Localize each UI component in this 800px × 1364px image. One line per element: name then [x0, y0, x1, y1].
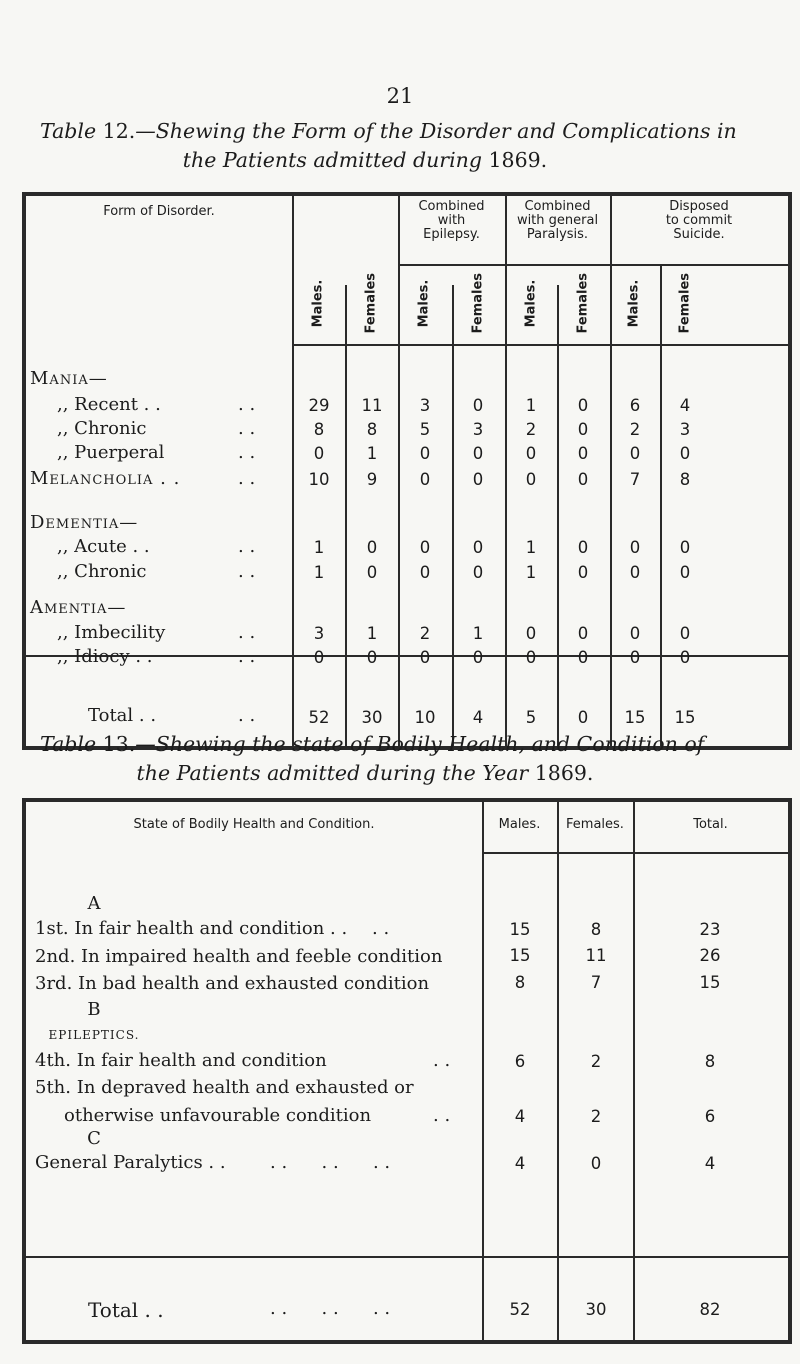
- header-females-4: Females: [677, 273, 693, 334]
- table-cell: 0: [577, 624, 589, 643]
- table-cell: 0: [472, 563, 484, 582]
- total-label: Total . .: [88, 705, 157, 726]
- header-state: State of Bodily Health and Condition.: [133, 817, 375, 832]
- table-cell: 0: [525, 648, 537, 667]
- row-dots: . .: [238, 442, 256, 463]
- table-cell: 2: [629, 420, 641, 439]
- row-2-label: 2nd. In impaired health and feeble condition: [35, 946, 443, 967]
- table-cell: 0: [525, 624, 537, 643]
- row-4-label: 4th. In fair health and condition: [35, 1050, 327, 1071]
- table-cell: 0: [419, 444, 431, 463]
- total-cell: 5: [525, 708, 537, 727]
- table-cell: 6: [514, 1052, 526, 1071]
- table-cell: 8: [366, 420, 378, 439]
- table-cell: 2: [590, 1107, 602, 1126]
- row-label: ,, Chronic: [57, 418, 147, 439]
- table-cell: 0: [577, 648, 589, 667]
- header-suicide-line1: Disposed: [669, 199, 729, 214]
- table-cell: 15: [509, 946, 531, 965]
- row-3-label: 3rd. In bad health and exhausted condition: [35, 973, 430, 994]
- row-dots: . .: [238, 622, 256, 643]
- table-cell: 6: [629, 396, 641, 415]
- row-6-dots: . . . . . .: [270, 1152, 391, 1173]
- table-cell: 11: [585, 946, 607, 965]
- table-cell: 29: [308, 396, 330, 415]
- row-5-label-line2: otherwise unfavourable condition: [64, 1105, 372, 1126]
- header-females-3: Females: [575, 273, 591, 334]
- table-cell: 8: [590, 920, 602, 939]
- header-epilepsy-line3: Epilepsy.: [423, 227, 480, 242]
- total-cell: 30: [585, 1300, 607, 1319]
- title-year: 1869.: [488, 148, 548, 172]
- header-suicide-line2: to commit: [665, 213, 733, 228]
- row-label: ,, Acute . .: [57, 536, 150, 557]
- row-dots: . .: [238, 561, 256, 582]
- row-dots: . .: [238, 468, 256, 489]
- table-cell: 1: [472, 624, 484, 643]
- table-cell: 15: [509, 920, 531, 939]
- section-a: A: [87, 893, 101, 914]
- row-6-label: General Paralytics . .: [35, 1152, 226, 1173]
- table-cell: 0: [525, 444, 537, 463]
- section-b: B: [87, 999, 101, 1020]
- title-year: 1869.: [534, 761, 594, 785]
- table-cell: 0: [577, 470, 589, 489]
- total-cell: 82: [699, 1300, 721, 1319]
- table-cell: 1: [525, 563, 537, 582]
- table-cell: 1: [313, 538, 325, 557]
- table-cell: 4: [679, 396, 691, 415]
- header-males: Males.: [498, 817, 541, 832]
- table-cell: 0: [472, 396, 484, 415]
- total-dots: . .: [238, 705, 256, 726]
- header-males-3: Males.: [523, 279, 539, 328]
- table-cell: 0: [679, 538, 691, 557]
- total-cell: 52: [509, 1300, 531, 1319]
- header-form: Form of Disorder.: [103, 204, 215, 219]
- row-label: ,, Imbecility: [57, 622, 166, 643]
- table-cell: 8: [514, 973, 526, 992]
- title-prefix: Table: [40, 119, 97, 143]
- table-cell: 7: [590, 973, 602, 992]
- table-cell: 26: [699, 946, 721, 965]
- table-cell: 0: [577, 563, 589, 582]
- table-cell: 0: [679, 444, 691, 463]
- row-dots: . .: [238, 418, 256, 439]
- header-females-2: Females: [470, 273, 486, 334]
- table-cell: 15: [699, 973, 721, 992]
- table-cell: 0: [577, 538, 589, 557]
- section-b-subheading: EPILEPTICS.: [48, 1028, 140, 1042]
- table-cell: 0: [366, 563, 378, 582]
- table-cell: 0: [366, 538, 378, 557]
- table-cell: 0: [472, 470, 484, 489]
- row-4-dots: . .: [433, 1050, 451, 1071]
- table-cell: 7: [629, 470, 641, 489]
- table-cell: 0: [629, 648, 641, 667]
- section-c: C: [87, 1128, 101, 1149]
- table-cell: 8: [679, 470, 691, 489]
- table-cell: 0: [419, 470, 431, 489]
- row-label: ,, Puerperal: [57, 442, 165, 463]
- table-cell: 0: [419, 648, 431, 667]
- header-females-1: Females: [363, 273, 379, 334]
- total-cell: 10: [414, 708, 436, 727]
- table-cell: 3: [313, 624, 325, 643]
- header-females: Females.: [566, 817, 624, 832]
- table-cell: 4: [704, 1154, 716, 1173]
- table-cell: 0: [419, 538, 431, 557]
- table-cell: 1: [525, 538, 537, 557]
- table-cell: 0: [590, 1154, 602, 1173]
- title-line2: the Patients admitted during: [182, 148, 482, 172]
- table-cell: 5: [419, 420, 431, 439]
- row-5-label: 5th. In depraved health and exhausted or: [35, 1077, 414, 1098]
- table-cell: 0: [419, 563, 431, 582]
- table-cell: 2: [525, 420, 537, 439]
- table-cell: 0: [629, 563, 641, 582]
- page-number: 21: [386, 84, 414, 108]
- table-cell: 0: [577, 444, 589, 463]
- row-1-dots: . .: [372, 918, 390, 939]
- table-cell: 0: [629, 624, 641, 643]
- header-total: Total.: [693, 817, 728, 832]
- header-males-2: Males.: [416, 279, 432, 328]
- table-cell: 2: [590, 1052, 602, 1071]
- table-cell: 1: [366, 624, 378, 643]
- row-5-dots: . .: [433, 1105, 451, 1126]
- row-1-label: 1st. In fair health and condition . .: [35, 918, 348, 939]
- table-cell: 8: [704, 1052, 716, 1071]
- group-heading-dementia: Dementia—: [30, 512, 139, 533]
- row-label: ,, Idiocy . .: [57, 646, 153, 667]
- table-cell: 0: [313, 648, 325, 667]
- row-dots: . .: [238, 394, 256, 415]
- table-cell: 8: [313, 420, 325, 439]
- table-cell: 0: [629, 538, 641, 557]
- table-cell: 1: [313, 563, 325, 582]
- table-cell: 4: [514, 1107, 526, 1126]
- header-epilepsy-line1: Combined: [418, 199, 485, 214]
- table-cell: 23: [699, 920, 721, 939]
- table-cell: 0: [472, 538, 484, 557]
- total-cell: 15: [674, 708, 696, 727]
- total-cell: 4: [472, 708, 484, 727]
- table-cell: 3: [679, 420, 691, 439]
- header-males-4: Males.: [626, 279, 642, 328]
- row-dots: . .: [238, 646, 256, 667]
- table-cell: 2: [419, 624, 431, 643]
- table-cell: 1: [366, 444, 378, 463]
- row-dots: . .: [238, 536, 256, 557]
- table-cell: 10: [308, 470, 330, 489]
- row-label: Melancholia . .: [30, 468, 181, 489]
- title-rest: —Shewing the state of Bodily Health, and Condition of: [135, 732, 705, 756]
- title-number: 12.: [102, 119, 136, 143]
- header-paralysis-line2: with general: [516, 213, 599, 228]
- table-cell: 9: [366, 470, 378, 489]
- group-heading-mania: Mania—: [30, 368, 108, 389]
- group-heading-amentia: Amentia—: [30, 597, 127, 618]
- table-cell: 0: [679, 563, 691, 582]
- title-prefix: Table: [40, 732, 97, 756]
- table-cell: 11: [361, 396, 383, 415]
- table-cell: 0: [679, 648, 691, 667]
- title-number: 13.: [102, 732, 136, 756]
- table-cell: 0: [472, 648, 484, 667]
- table-cell: 4: [514, 1154, 526, 1173]
- total-cell: 0: [577, 708, 589, 727]
- table-cell: 1: [525, 396, 537, 415]
- table-cell: 0: [679, 624, 691, 643]
- header-males-1: Males.: [310, 279, 326, 328]
- table-cell: 3: [472, 420, 484, 439]
- table-cell: 0: [629, 444, 641, 463]
- t13-total-label: Total . .: [88, 1298, 164, 1322]
- total-cell: 15: [624, 708, 646, 727]
- table-cell: 0: [577, 420, 589, 439]
- table-cell: 3: [419, 396, 431, 415]
- table-cell: 0: [577, 396, 589, 415]
- table-cell: 0: [313, 444, 325, 463]
- table-cell: 6: [704, 1107, 716, 1126]
- table-cell: 0: [472, 444, 484, 463]
- t13-total-dots: . . . . . .: [270, 1298, 391, 1319]
- total-cell: 52: [308, 708, 330, 727]
- header-suicide-line3: Suicide.: [673, 227, 725, 242]
- header-epilepsy-line2: with: [437, 213, 466, 228]
- row-label: ,, Chronic: [57, 561, 147, 582]
- title-rest: —Shewing the Form of the Disorder and Complications in: [135, 119, 737, 143]
- title-line2: the Patients admitted during the Year: [136, 761, 529, 785]
- header-paralysis-line3: Paralysis.: [526, 227, 589, 242]
- total-cell: 30: [361, 708, 383, 727]
- table-cell: 0: [366, 648, 378, 667]
- table-cell: 0: [525, 470, 537, 489]
- header-paralysis-line1: Combined: [524, 199, 591, 214]
- row-label: ,, Recent . .: [57, 394, 161, 415]
